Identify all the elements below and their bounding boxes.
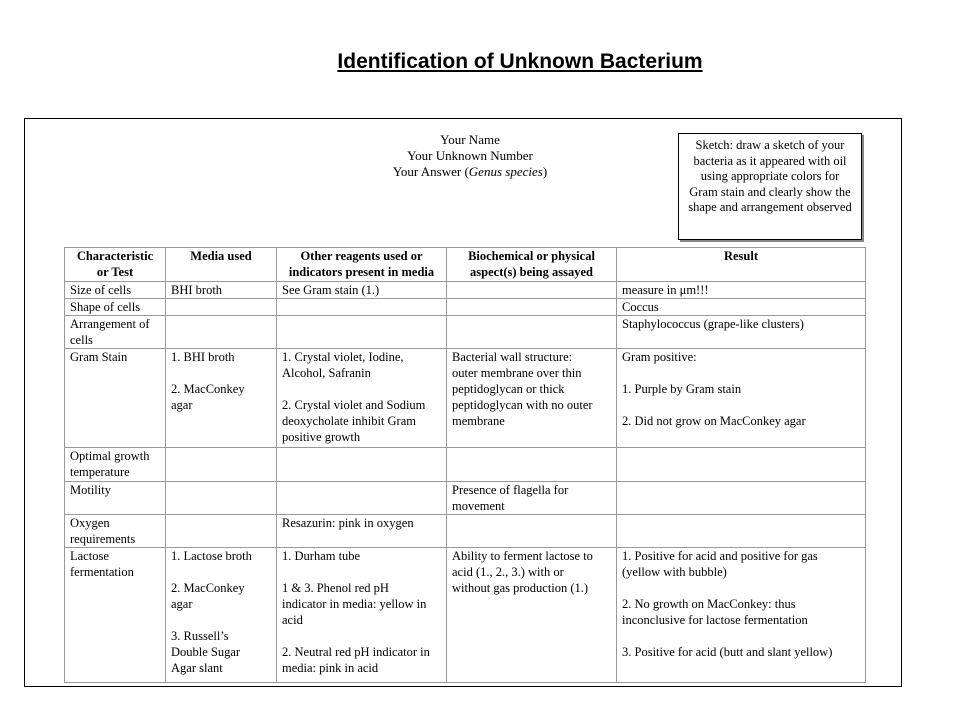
- cell-media: [166, 299, 277, 316]
- cell-biochemical: [447, 282, 617, 299]
- cell-characteristic: Motility: [65, 482, 166, 515]
- cell-reagents: See Gram stain (1.): [277, 282, 447, 299]
- cell-result: Staphylococcus (grape-like clusters): [617, 316, 866, 349]
- cell-reagents: 1. Durham tube 1 & 3. Phenol red pH indicator in media: yellow in acid 2. Neutral red pH indicator in media: pink in acid: [277, 548, 447, 683]
- cell-reagents: [277, 482, 447, 515]
- answer-italic: Genus species: [468, 164, 543, 179]
- cell-media: [166, 448, 277, 482]
- header-media: Media used: [166, 248, 277, 282]
- table-row: [65, 515, 866, 548]
- cell-media: 1. BHI broth 2. MacConkey agar: [166, 349, 277, 448]
- cell-result: [617, 482, 866, 515]
- cell-media: [166, 482, 277, 515]
- cell-media: BHI broth: [166, 282, 277, 299]
- cell-characteristic: Lactose fermentation: [65, 548, 166, 683]
- cell-characteristic: Optimal growth temperature: [65, 448, 166, 482]
- cell-characteristic: Shape of cells: [65, 299, 166, 316]
- cell-reagents: [277, 316, 447, 349]
- header-block: [330, 132, 610, 180]
- header-reagents: Other reagents used or indicators present in media: [277, 248, 447, 282]
- cell-reagents: 1. Crystal violet, Iodine, Alcohol, Safranin 2. Crystal violet and Sodium deoxycholate inhibit Gram positive growth: [277, 349, 447, 448]
- results-table: [64, 247, 866, 683]
- answer-suffix: ): [542, 164, 548, 179]
- sketch-box: Sketch: draw a sketch of your bacteria as it appeared with oil using appropriate colors for Gram stain and clearly show the shape and arrangement observed: [678, 133, 862, 240]
- cell-reagents: Resazurin: pink in oxygen: [277, 515, 447, 548]
- cell-result: Coccus: [617, 299, 866, 316]
- cell-result: [617, 515, 866, 548]
- cell-media: 1. Lactose broth 2. MacConkey agar 3. Russell’s Double Sugar Agar slant: [166, 548, 277, 683]
- cell-characteristic: Arrangement of cells: [65, 316, 166, 349]
- cell-reagents: [277, 448, 447, 482]
- cell-biochemical: [447, 316, 617, 349]
- table-row: [65, 299, 866, 316]
- cell-reagents: [277, 299, 447, 316]
- table-row: [65, 448, 866, 482]
- table-header-row: [65, 248, 866, 282]
- cell-result: measure in μm!!!: [617, 282, 866, 299]
- cell-media: [166, 515, 277, 548]
- cell-biochemical: [447, 515, 617, 548]
- table-row: [65, 482, 866, 515]
- table-row: [65, 548, 866, 683]
- unknown-number-line: Your Unknown Number: [407, 148, 533, 163]
- cell-biochemical: [447, 448, 617, 482]
- cell-biochemical: Bacterial wall structure: outer membrane over thin peptidoglycan or thick peptidoglycan with no outer membrane: [447, 349, 617, 448]
- cell-characteristic: Oxygen requirements: [65, 515, 166, 548]
- cell-result: Gram positive: 1. Purple by Gram stain 2. Did not grow on MacConkey agar: [617, 349, 866, 448]
- cell-result: 1. Positive for acid and positive for gas (yellow with bubble) 2. No growth on MacConkey: thus inconclusive for lactose fermentation 3. Positive for acid (butt and slant yellow): [617, 548, 866, 683]
- header-biochemical: Biochemical or physical aspect(s) being assayed: [447, 248, 617, 282]
- cell-media: [166, 316, 277, 349]
- table-row: [65, 349, 866, 448]
- cell-biochemical: [447, 299, 617, 316]
- cell-result: [617, 448, 866, 482]
- header-result: Result: [617, 248, 866, 282]
- your-name-line: Your Name: [440, 132, 500, 147]
- page-title: Identification of Unknown Bacterium: [337, 50, 703, 73]
- cell-characteristic: Size of cells: [65, 282, 166, 299]
- answer-line: [330, 164, 610, 180]
- answer-prefix: Your Answer (: [392, 164, 469, 179]
- header-characteristic: Characteristic or Test: [65, 248, 166, 282]
- cell-characteristic: Gram Stain: [65, 349, 166, 448]
- cell-biochemical: Presence of flagella for movement: [447, 482, 617, 515]
- table-row: [65, 282, 866, 299]
- cell-biochemical: Ability to ferment lactose to acid (1., 2., 3.) with or without gas production (1.): [447, 548, 617, 683]
- table-row: [65, 316, 866, 349]
